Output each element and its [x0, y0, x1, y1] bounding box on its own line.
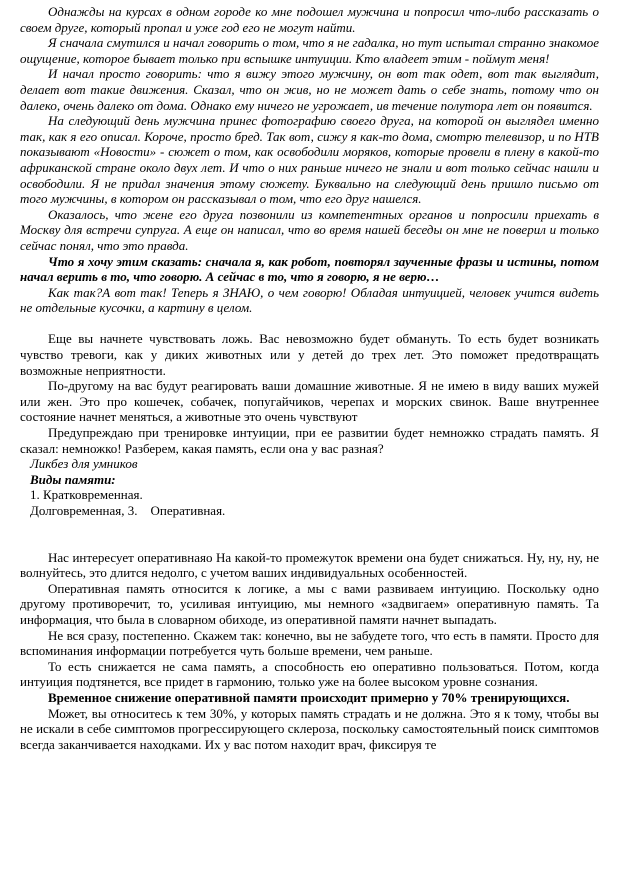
paragraph: Однажды на курсах в одном городе ко мне подошел мужчина и попросил что-либо рассказать о своем друге, который пропал и уже год его не могут найти. — [20, 4, 599, 35]
paragraph: Как так?А вот так! Теперь я ЗНАЮ, о чем говорю! Обладая интуицией, человек учится видеть не отдельные кусочки, а картину в целом. — [20, 284, 599, 316]
paragraph: Еще вы начнете чувствовать ложь. Вас невозможно будет обмануть. То есть будет возникать чувство тревоги, как у диких животных или у детей до трех лет. Это поможет предотвращать возможные неприятности. — [20, 331, 599, 378]
paragraph: На следующий день мужчина принес фотографию своего друга, на которой он выглядел именно так, как я его описал. Короче, просто бред. Так вот, сижу я как-то дома, смотрю телевизор, и по НТВ показывают «Новости» - сюжет о том, как освободили моряков, которые провели в плену в какой-то африканской стране около двух лет. И что о них раньше ничего не знали и вот только сейчас нашли и освободили. Я не придал значения этому сюжету. Буквально на следующий день пришло письмо от того мужчины, в котором он рассказывал о том, что его друг нашелся. — [20, 113, 599, 207]
paragraph: Не вся сразу, постепенно. Скажем так: конечно, вы не забудете того, что есть в памяти. Просто для вспоминания информации потребуется чуть больше времени, чем раньше. — [20, 627, 599, 659]
paragraph: Оперативная память относится к логике, а мы с вами развиваем интуицию. Поскольку одно другому противоречит, то, усиливая интуицию, мы немного «задвигаем» оперативную память. Та информация, что была в словарном обиходе, из оперативной памяти начнет выпадать. — [20, 580, 599, 627]
paragraph: Нас интересует оперативнаяо На какой-то промежуток времени она будет снижаться. Ну, ну, ну, не волнуйтесь, это длится недолго, с учетом ваших индивидуальных особенностей. — [20, 549, 599, 581]
paragraph: Оказалось, что жене его друга позвонили из компетентных органов и попросили приехать в Москву для встречи супруга. А еще он написал, что во время нашей беседы он мне не поверил и только сейчас понял, что это правда. — [20, 206, 599, 253]
paragraph: Я сначала смутился и начал говорить о том, что я не гадалка, но тут испытал странно знакомое ощущение, которое бывает только при вспышке интуиции. Кто владеет этим - поймут меня! — [20, 35, 599, 66]
paragraph: То есть снижается не сама память, а способность ею оперативно пользоваться. Потом, когда интуиция подтянется, все придет в гармонию, только уже на более высоком уровне сознания. — [20, 658, 599, 690]
paragraph: Предупреждаю при тренировке интуиции, при ее развитии будет немножко страдать память. Я сказал: немножко! Разберем, какая память, если она у вас разная? — [20, 425, 599, 456]
paragraph: Может, вы относитесь к тем 30%, у которых память страдать и не должна. Это я к тому, чтобы вы не искали в себе симптомов прогрессирующего склероза, поскольку самостоятельный поиск симптомов всегда заканчивается находками. Их у вас потом находит врач, фиксируя те — [20, 705, 599, 752]
paragraph: Временное снижение оперативной памяти происходит примерно у 70% тренирующихся. — [48, 689, 570, 705]
paragraph: Виды памяти: — [30, 471, 116, 487]
paragraph: Что я хочу этим сказать: сначала я, как робот, повторял заученные фразы и истины, потом начал верить в то, что говорю. А сейчас в то, что я говорю, я не верю… — [20, 253, 599, 285]
paragraph: И начал просто говорить: что я вижу этого мужчину, он вот так одет, вот так выглядит, делает вот такие движения. Сказал, что он жив, но не может дать о себе знать, потому что он далеко, очень далеко от дома. Однако ему ничего не угрожает, ив течение полутора лет он появится. — [20, 66, 599, 113]
paragraph: Ликбез для умников — [30, 456, 138, 472]
paragraph: 1. Кратковременная. — [30, 487, 143, 503]
paragraph: Долговременная, 3. Оперативная. — [30, 503, 226, 518]
paragraph: По-другому на вас будут реагировать ваши домашние животные. Я не имею в виду ваших мужей или жен. Это про кошечек, собачек, попугайчиков, черепах и морских свинок. Ваше внутреннее состояние начнет меняться, а животные это очень чувствуют — [20, 378, 599, 425]
